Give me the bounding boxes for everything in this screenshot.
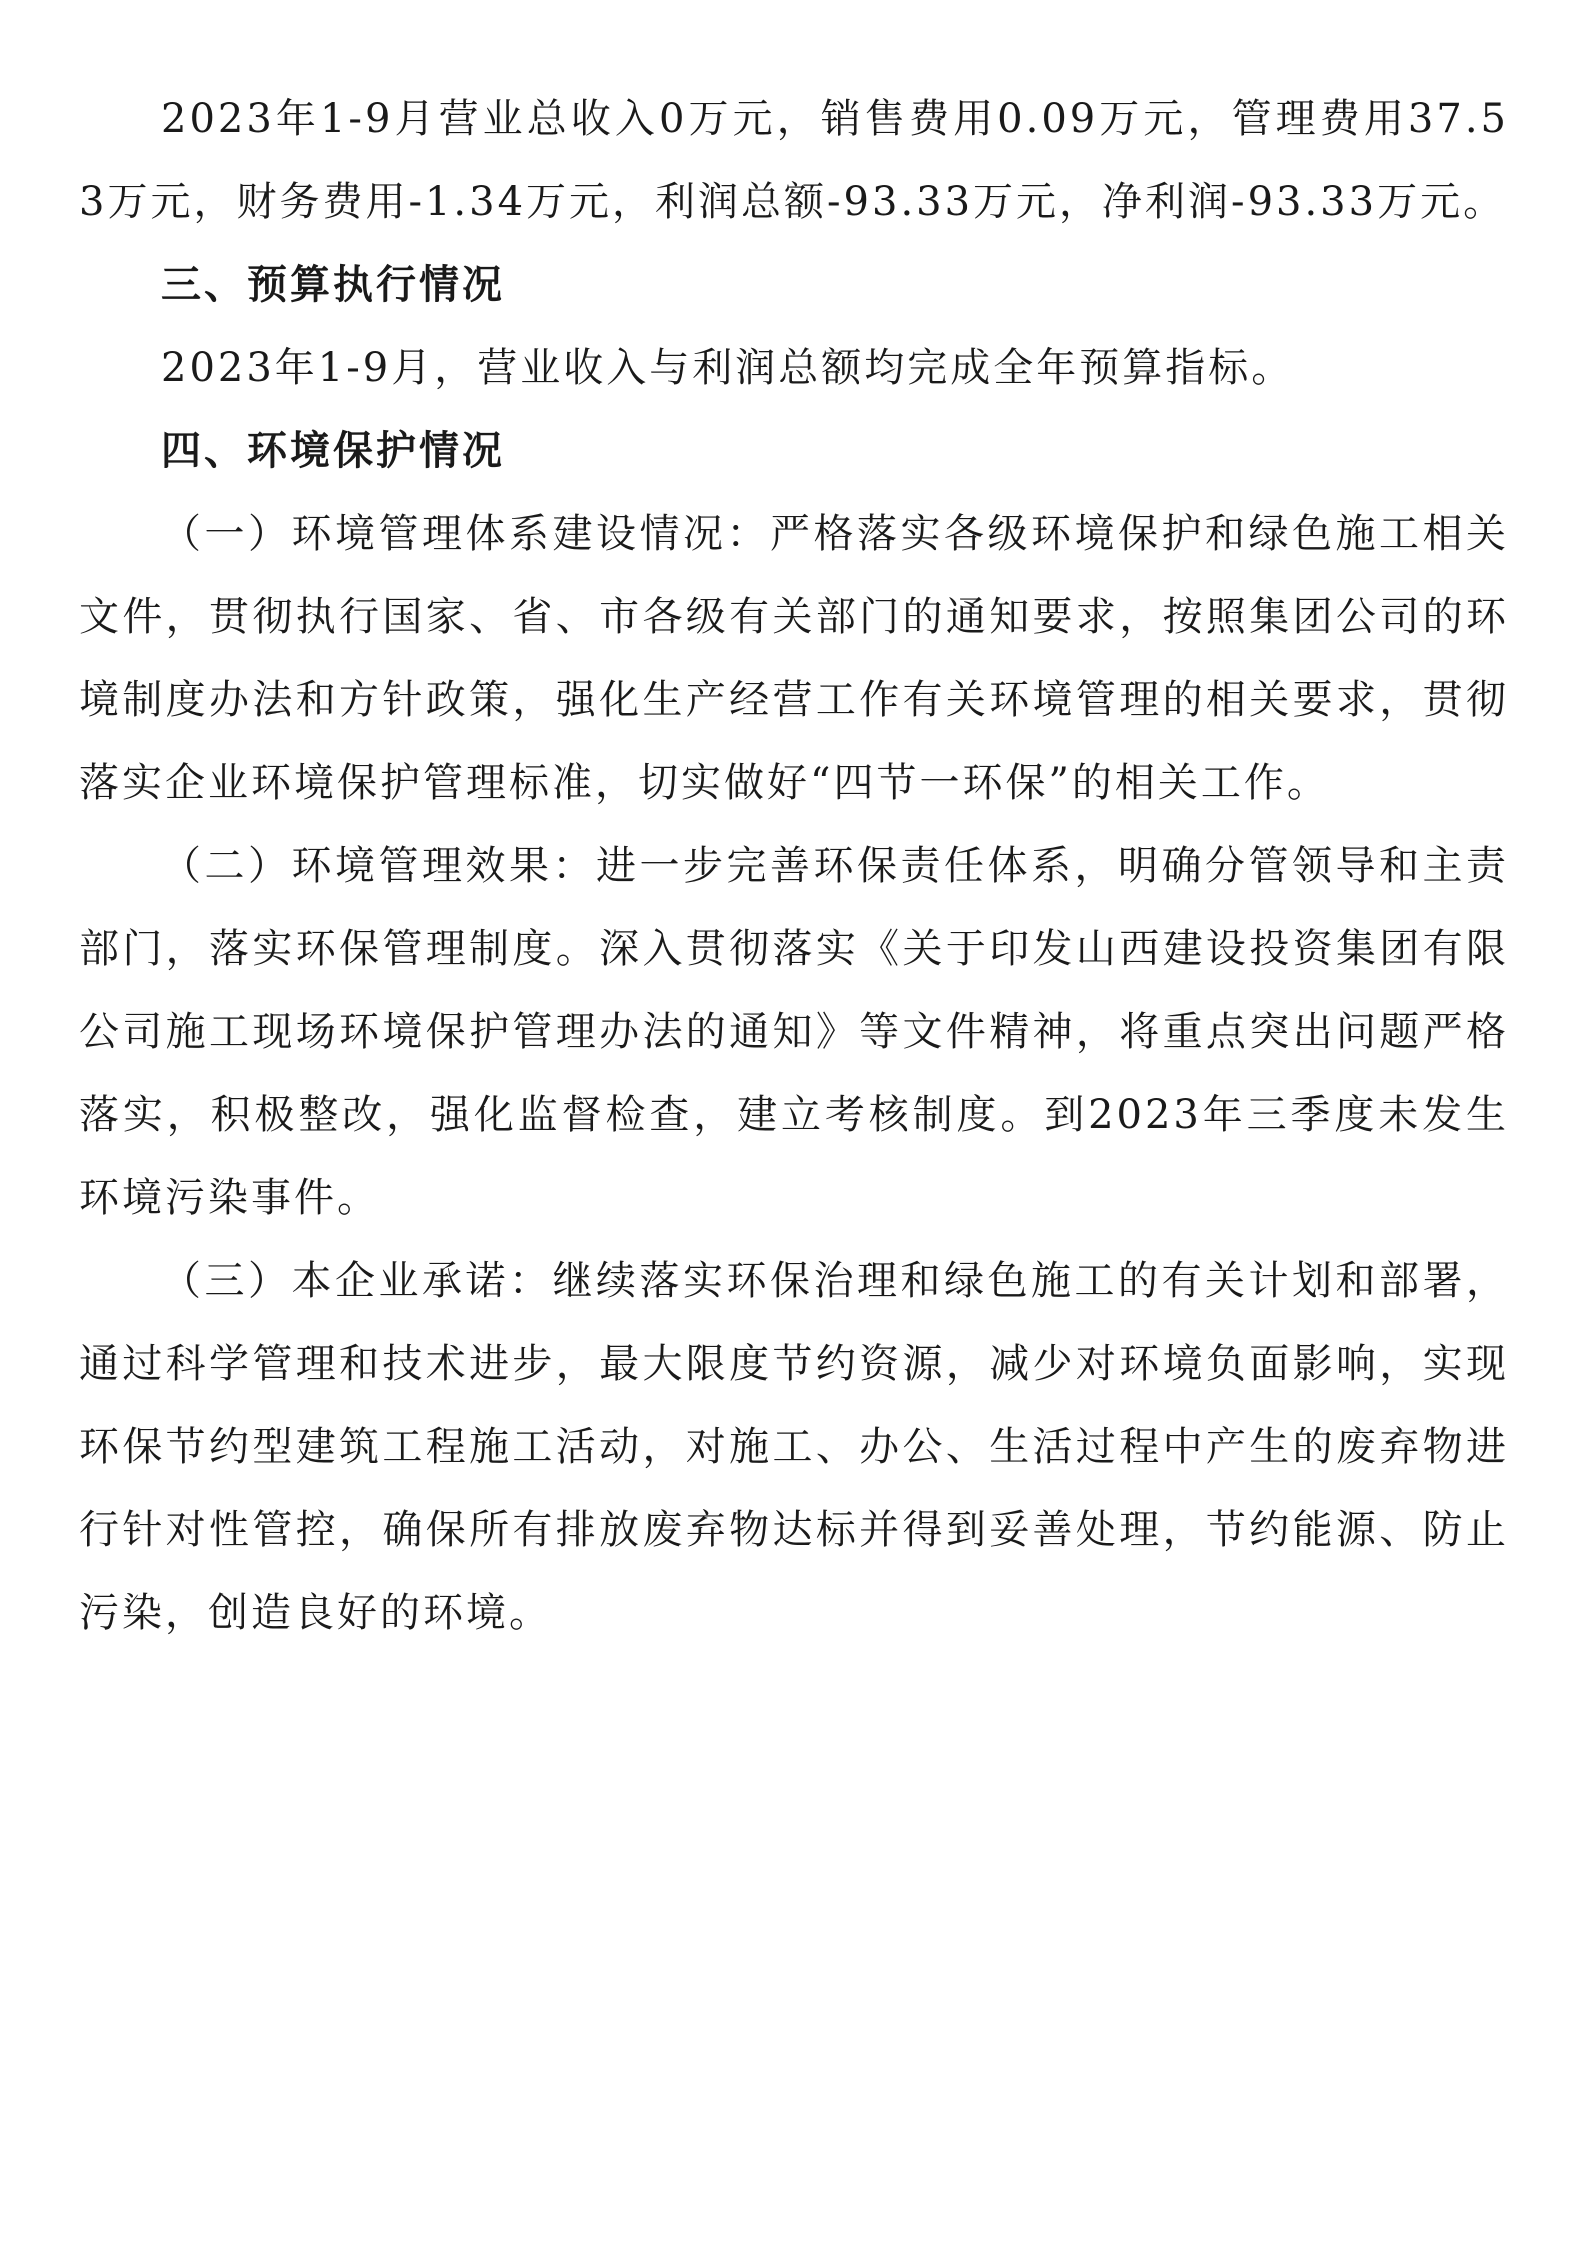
environment-protection-heading: 四、环境保护情况	[161, 428, 505, 474]
company-commitment-paragraph: （三）本企业承诺：继续落实环保治理和绿色施工的有关计划和部署，通过科学管理和技术进步，最大限度节约资源，减少对环境负面影响，实现环保节约型建筑工程施工活动，对施工、办公、生活过程中产生的废弃物进行针对性管控，确保所有排放废弃物达标并得到妥善处理，节约能源、防止污染，创造良好的环境。	[79, 1258, 1509, 1636]
budget-execution-heading: 三、预算执行情况	[161, 262, 505, 308]
finance-summary-paragraph: 2023年1-9月营业总收入0万元，销售费用0.09万元，管理费用37.53万元，财务费用-1.34万元，利润总额-93.33万元，净利润-93.33万元。	[79, 96, 1509, 225]
environment-effect-paragraph: （二）环境管理效果：进一步完善环保责任体系，明确分管领导和主责部门，落实环保管理制度。深入贯彻落实《关于印发山西建设投资集团有限公司施工现场环境保护管理办法的通知》等文件精神，将重点突出问题严格落实，积极整改，强化监督检查，建立考核制度。到2023年三季度未发生环境污染事件。	[79, 843, 1509, 1221]
budget-execution-paragraph: 2023年1-9月，营业收入与利润总额均完成全年预算指标。	[161, 345, 1295, 391]
document-body	[79, 78, 1509, 1655]
environment-system-paragraph: （一）环境管理体系建设情况：严格落实各级环境保护和绿色施工相关文件，贯彻执行国家、省、市各级有关部门的通知要求，按照集团公司的环境制度办法和方针政策，强化生产经营工作有关环境管理的相关要求，贯彻落实企业环境保护管理标准，切实做好“四节一环保”的相关工作。	[79, 511, 1509, 806]
